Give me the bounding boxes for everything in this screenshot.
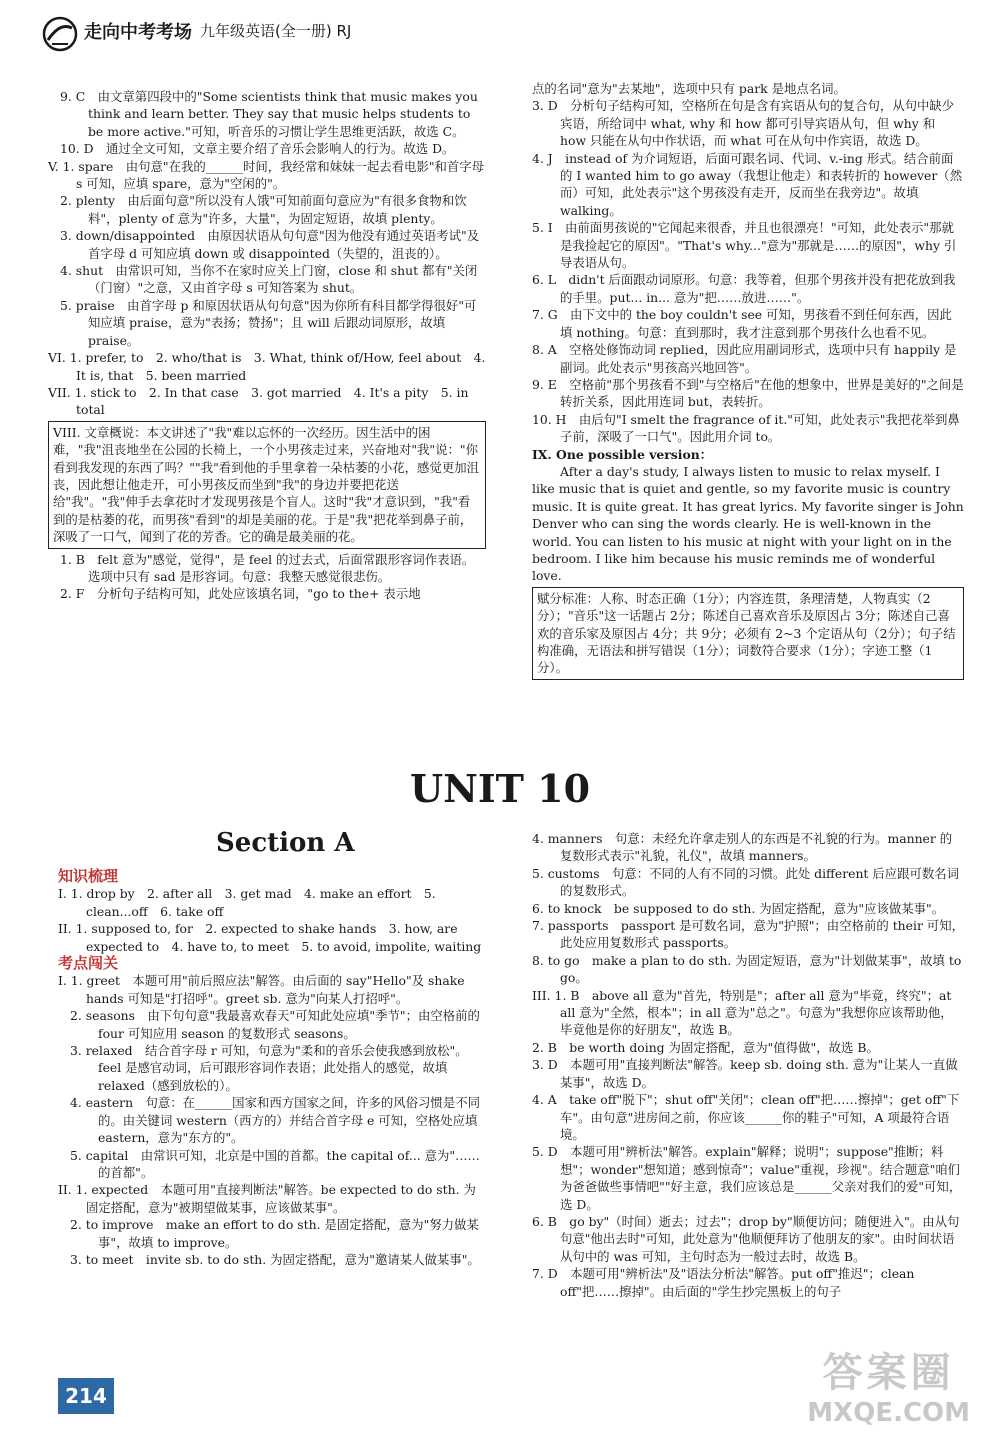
knowledge-item: II. 1. supposed to, for 2. expected to shake hands 3. how, are expected to 4. have to, to meet 5. to avoid, impolite, waiting [58, 921, 482, 954]
answer-item: 2. plenty 由后面句意"所以没有人饿"可知前面句意应为"有很多食物和饮料"，plenty of 意为"许多，大量"，为固定短语，故填 plenty。 [60, 193, 467, 226]
test-heading: 考点闯关 [58, 954, 119, 973]
test-item: 5. D 本题可用"辨析法"解答。explain"解释；说明"；suppose"推断；料想"；wonder"想知道；感到惊奇"；value"重视，珍视"。结合题意"咱们为爸爸做些事情吧""好主意，我们应该总是______父亲对我们的爱"可知，选 D。 [532, 1144, 962, 1212]
test-item: 5. customs 句意：不同的人有不同的习惯。此处 different 后应跟可数名词的复数形式。 [532, 865, 960, 899]
answer-item: 点的名词"意为"去某地"，选项中只有 park 是地点名词。 [532, 81, 846, 96]
section-title: Section A [216, 828, 355, 858]
book-subtitle: 九年级英语(全一册) RJ [200, 22, 352, 40]
watermark [807, 1341, 970, 1428]
answer-item: 10. H 由后句"I smelt the fragrance of it."可知，此处表示"我把花举到鼻子前，深吸了一口气"。因此用介词 to。 [532, 411, 960, 445]
test-item: I. 1. greet 本题可用"前后照应法"解答。由后面的 say"Hello"及 shake hands 可知是"打招呼"。greet sb. 意为"向某人打招呼"。 [58, 973, 465, 1006]
test-item: 8. to go make a plan to do sth. 为固定短语，意为"计划做某事"，故填 to go。 [532, 952, 962, 986]
answer-item: 9. E 空格前"那个男孩看不到"与空格后"在他的想象中，世界是美好的"之间是转折关系，因此用连词 but，表转折。 [532, 376, 964, 410]
right-column-bottom [532, 830, 964, 1300]
brand-logo-icon [40, 14, 80, 54]
page-header [40, 14, 970, 54]
answer-item: 9. C 由文章第四段中的"Some scientists think that music makes you think and learn better. They say that music helps students to be more active."可知，听音乐的习惯让学生思维更活跃，故选 C。 [60, 89, 478, 139]
watermark-logo-text: 答案圈 [822, 1350, 955, 1396]
test-item: 2. to improve make an effort to do sth. 是固定搭配，意为"努力做某事"，故填 to improve。 [70, 1217, 479, 1250]
test-item: III. 1. B above all 意为"首先，特别是"；after all 意为"毕竟，终究"；at all 意为"全然，根本"；in all 意为"总之"。句意为"我想你应该帮助他，毕竟他是你的好朋友"，故选 B。 [532, 987, 953, 1038]
test-item: 3. to meet invite sb. to do sth. 为固定搭配，意为"邀请某人做某事"。 [70, 1251, 480, 1267]
test-item: 7. D 本题可用"辨析法"及"语法分析法"解答。put off"推迟"；clean off"把……擦掉"。由后面的"学生抄完黑板上的句子 [532, 1266, 915, 1299]
test-item: II. 1. expected 本题可用"直接判断法"解答。be expected to do sth. 为固定搭配，意为"被期望做某事，应该做某事"。 [58, 1182, 476, 1215]
answer-item: 4. shut 由常识可知，当你不在家时应关上门窗，close 和 shut 都有"关闭（门窗）"之意，又由首字母 s 可知答案为 shut。 [60, 263, 478, 296]
answer-item: VII. 1. stick to 2. In that case 3. got married 4. It's a pity 5. in total [48, 384, 469, 418]
test-item: 2. seasons 由下句句意"我最喜欢春天"可知此处应填"季节"；由空格前的 four 可知应用 season 的复数形式 seasons。 [70, 1008, 480, 1041]
test-item: 6. to knock be supposed to do sth. 为固定搭配，意为"应该做某事"。 [532, 900, 945, 916]
answer-item: 1. B felt 意为"感觉，觉得"，是 feel 的过去式，后面常跟形容词作表语。选项中只有 sad 是形容词。句意：我整天感觉很悲伤。 [60, 551, 475, 584]
passage-summary-box [48, 421, 486, 549]
answer-item: 3. D 分析句子结构可知，空格所在句是含有宾语从句的复合句，从句中缺少宾语，所给词中 what, why 和 how 都可引导宾语从句，但 why 和 how 只能在从句中作状语，而 what 可在从句中作宾语，故选 D。 [532, 98, 955, 149]
answer-item: V. 1. spare 由句意"在我的______时间，我经常和妹妹一起去看电影"和首字母 s 可知，应填 spare，意为"空闲的"。 [48, 158, 485, 192]
answer-item: 2. F 分析句子结构可知，此处应该填名词，"go to the+ 表示地 [60, 586, 421, 602]
answer-item: 6. L didn't 后面跟动词原形。句意：我等着，但那个男孩并没有把花放到我的手里。put... in... 意为"把……放进……"。 [532, 272, 956, 305]
composition-label: IX. One possible version： [532, 446, 713, 462]
answer-item: 3. down/disappointed 由原因状语从句句意"因为他没有通过英语考试"及首字母 d 可知应填 down 或 disappointed（失望的，沮丧的）。 [60, 228, 480, 261]
composition-text: After a day's study, I always listen to music to relax myself. I like music that is quiet and gentle, so my favorite music is country music. It is quite great. It has great lyrics. My favorite singer is John Denver who can sing the words clearly. He is well-known in the world. You can listen to his music at night with your light on in the bedroom. I like him because his music reminds me of wonderful love. [532, 463, 964, 584]
answer-item: 7. G 由下文中的 the boy couldn't see 可知，男孩看不到任何东西，因此填 nothing。句意：直到那时，我才注意到那个男孩什么也看不见。 [532, 307, 952, 340]
answer-item: 5. praise 由首字母 p 和原因状语从句句意"因为你所有科目都学得很好"可知应填 praise，意为"表扬；赞扬"；且 will 后跟动词原形，故填 praise。 [60, 297, 477, 348]
answer-item: 5. I 由前面男孩说的"它闻起来很香，并且也很漂亮！"可知，此处表示"那就是我捡起它的原因"。"That's why..."意为"那就是……的原因"，why 引导表语从句。 [532, 220, 957, 271]
test-item: 2. B be worth doing 为固定搭配，意为"值得做"，故选 B。 [532, 1039, 879, 1055]
test-item: 5. capital 由常识可知，北京是中国的首都。the capital of... 意为"……的首都"。 [70, 1147, 480, 1180]
page-number: 214 [58, 1378, 114, 1414]
test-item: 6. B go by"（时间）逝去；过去"；drop by"顺便访问；随便进入"。由从句句意"他出去时"可知，此处意为"他顺便拜访了他朋友的家"。由时间状语从句中的 was 可知，主句时态为一般过去时，故选 B。 [532, 1213, 960, 1264]
answer-item: 8. A 空格处修饰动词 replied，因此应用副词形式，选项中只有 happily 是副词。此处表示"男孩高兴地回答"。 [532, 342, 957, 375]
answer-item: VI. 1. prefer, to 2. who/that is 3. What, think of/How, feel about 4. It is, that 5. been married [48, 350, 486, 383]
knowledge-heading: 知识梳理 [58, 867, 119, 885]
scoring-box [532, 587, 964, 680]
test-item: 4. eastern 句意：在______国家和西方国家之间，许多的风俗习惯是不同的。由关键词 western（西方的）并结合首字母 e 可知，空格处应填 eastern，意为"东方的"。 [70, 1095, 480, 1146]
passage-summary: VIII. 文章概说：本文讲述了"我"难以忘怀的一次经历。因生活中的困难，"我"沮丧地坐在公园的长椅上，一个小男孩走过来，兴奋地对"我"说："你看到我发现的东西了吗？""我"看到他的手里拿着一朵枯萎的小花，感觉更加沮丧，因此想让他走开，可小男孩反而坐到"我"的身边并要把花送给"我"。"我"伸手去拿花时才发现男孩是个盲人。这时"我"才意识到，"我"看到的是枯萎的花，而男孩"看到"的却是美丽的花。于是"我"把花举到鼻子前，深吸了一口气，闻到了花的芳香。它的确是最美丽的花。 [53, 424, 479, 545]
left-column-bottom [58, 868, 488, 1268]
test-item: 4. A take off"脱下"；shut off"关闭"；clean off"把……擦掉"；get off"下车"。由句意"进房间之前，你应该______你的鞋子"可知，A 项最符合语境。 [532, 1092, 960, 1142]
watermark-url: MXQE.COM [807, 1398, 970, 1428]
unit-title: UNIT 10 [409, 766, 591, 811]
answer-item: 4. J instead of 为介词短语，后面可跟名词、代词、v.-ing 形式。结合前面的 I wanted him to go away（我想让他走）和表转折的 however（然而）可知，此处表示"这个男孩没有走开，反而坐在我旁边"。故填 walking。 [532, 150, 963, 218]
test-item: 4. manners 句意：未经允许拿走别人的东西是不礼貌的行为。manner 的复数形式表示"礼貌，礼仪"，故填 manners。 [532, 831, 953, 864]
answer-item: 10. D 通过全文可知，文章主要介绍了音乐会影响人的行为。故选 D。 [60, 141, 455, 157]
right-column-top [532, 80, 964, 682]
test-item: 3. relaxed 结合首字母 r 可知，句意为"柔和的音乐会使我感到放松"。feel 是感官动词，后可跟形容词作表语；此处指人的感觉，故填 relaxed（感到放松的）。 [70, 1043, 468, 1093]
scoring-criteria: 赋分标准：人称、时态正确（1分）；内容连贯，条理清楚，人物真实（2分）；"音乐"这一话题占 2分；陈述自己喜欢音乐及原因占 3分；陈述自己喜欢的音乐家及原因占 4分；共 9分；必须有 2~3 个定语从句（2分）；句子结构准确，无语法和拼写错误（1分）；词数符合要求（1分）；字迹工整（1分）。 [537, 590, 956, 676]
test-item: 3. D 本题可用"直接判断法"解答。keep sb. doing sth. 意为"让某人一直做某事"，故选 D。 [532, 1057, 958, 1090]
left-column-top [48, 88, 486, 603]
knowledge-item: I. 1. drop by 2. after all 3. get mad 4. make an effort 5. clean...off 6. take off [58, 886, 436, 919]
brand-title: 走向中考考场 [84, 22, 192, 43]
test-item: 7. passports passport 是可数名词，意为"护照"；由空格前的 their 可知，此处应用复数形式 passports。 [532, 918, 964, 951]
